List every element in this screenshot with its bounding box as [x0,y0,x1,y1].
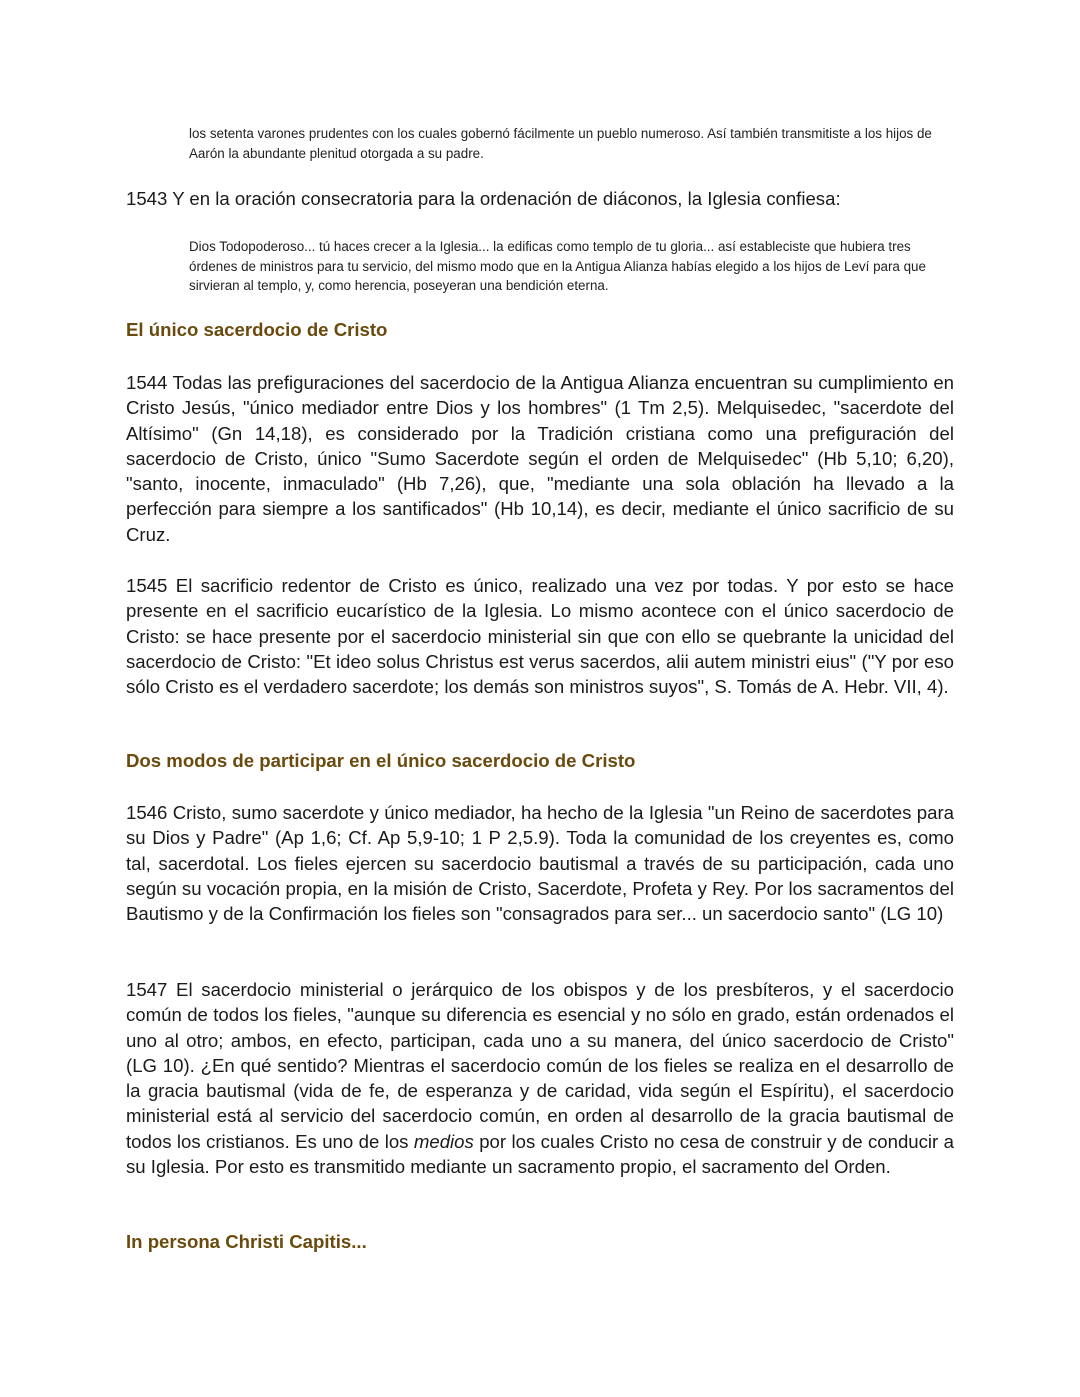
section-heading-in-persona-christi: In persona Christi Capitis... [126,1231,367,1252]
paragraph-1547-italic-word: medios [413,1130,474,1152]
paragraph-1546: 1546 Cristo, sumo sacerdote y único mediador, ha hecho de la Iglesia "un Reino de sacerdotes para su Dios y Padre" (Ap 1,6; Cf. Ap 5,9-10; 1 P 2,5.9). Toda la comunidad de los creyentes es, como tal, sacerdotal. Los fieles ejercen su sacerdocio bautismal a través de su participación, cada uno según su vocación propia, en la misión de Cristo, Sacerdote, Profeta y Rey. Por los sacramentos del Bautismo y de la Confirmación los fieles son "consagrados para ser... un sacerdocio santo" (LG 10) [126,802,954,925]
paragraph-1547-text-end: por los cuales Cristo no cesa de construir y de conducir a su Iglesia. Por esto es transmitido mediante un sacramento propio, el sacramento del Orden. [126,1130,954,1178]
section-heading-two-modes: Dos modos de participar en el único sacerdocio de Cristo [126,750,636,771]
section-heading-unique-priesthood: El único sacerdocio de Cristo [126,319,388,340]
paragraph-1545: 1545 El sacrificio redentor de Cristo es único, realizado una vez por todas. Y por esto se hace presente en el sacrificio eucarístico de la Iglesia. Lo mismo acontece con el único sacerdocio de Cristo: se hace presente por el sacerdocio ministerial sin que con ello se quebrante la unicidad del sacerdocio de Cristo: "Et ideo solus Christus est verus sacerdos, alii autem ministri eius" ("Y por eso sólo Cristo es el verdadero sacerdote; los demás son ministros suyos", S. Tomás de A. Hebr. VII, 4). [126,575,954,698]
paragraph-1544: 1544 Todas las prefiguraciones del sacerdocio de la Antigua Alianza encuentran su cumplimiento en Cristo Jesús, "único mediador entre Dios y los hombres" (1 Tm 2,5). Melquisedec, "sacerdote del Altísimo" (Gn 14,18), es considerado por la Tradición cristiana como una prefiguración del sacerdocio de Cristo, único "Sumo Sacerdote según el orden de Melquisedec" (Hb 5,10; 6,20), "santo, inocente, inmaculado" (Hb 7,26), que, "mediante una sola oblación ha llevado a la perfección para siempre a los santificados" (Hb 10,14), es decir, mediante el único sacrificio de su Cruz. [126,372,954,545]
paragraph-1547 [126,977,954,1179]
paragraph-1547-text-start: 1547 El sacerdocio ministerial o jerárquico de los obispos y de los presbíteros, y el sacerdocio común de todos los fieles, "aunque su diferencia es esencial y no sólo en grado, están ordenados el uno al otro; ambos, en efecto, participan, cada uno a su manera, del único sacerdocio de Cristo" (LG 10). ¿En qué sentido? Mientras el sacerdocio común de los fieles se realiza en el desarrollo de la gracia bautismal (vida de fe, de esperanza y de caridad, vida según el Espíritu), el sacerdocio ministerial está al servicio del sacerdocio común, en orden al desarrollo de la gracia bautismal de todos los cristianos. Es uno de los [126,979,954,1152]
block-quote-ordination-presbyters: los setenta varones prudentes con los cuales gobernó fácilmente un pueblo numeroso. Así también transmitiste a los hijos de Aarón la abundante plenitud otorgada a su padre. [189,126,932,161]
block-quote-ordination-deacons: Dios Todopoderoso... tú haces crecer a la Iglesia... la edificas como templo de tu gloria... así estableciste que hubiera tres órdenes de ministros para tu servicio, del mismo modo que en la Antigua Alianza habías elegido a los hijos de Leví para que sirvieran al templo, y, como herencia, poseyeran una bendición eterna. [189,239,926,293]
paragraph-1543: 1543 Y en la oración consecratoria para la ordenación de diáconos, la Iglesia confiesa: [126,188,841,209]
